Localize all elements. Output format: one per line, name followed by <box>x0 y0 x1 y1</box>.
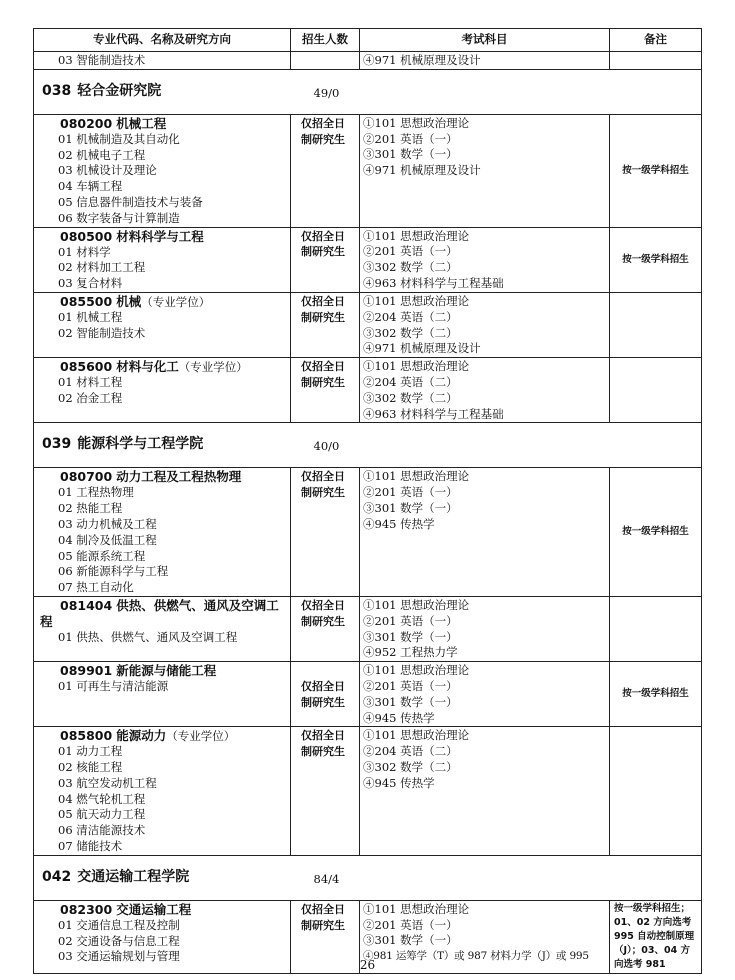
direction-item: 01 工程热物理 <box>58 485 134 500</box>
note-cell <box>610 292 702 357</box>
exam-item: ①101 思想政治理论 <box>363 293 470 308</box>
program-title <box>40 294 286 310</box>
program-subtitle: （专业学位） <box>141 294 211 309</box>
table-row <box>34 662 702 727</box>
quota-line: 仅招全日 <box>301 679 345 693</box>
direction-item: 01 可再生与清洁能源 <box>58 679 169 694</box>
exam-item: ②201 英语（一） <box>363 485 458 500</box>
school-total: 49/0 <box>313 85 340 100</box>
table-row <box>34 727 702 856</box>
quota-line: 制研究生 <box>301 132 345 146</box>
school-row <box>34 855 702 900</box>
exam-cell <box>360 227 610 292</box>
program-cell <box>34 468 291 597</box>
school-code: 039 <box>42 436 72 453</box>
exam-cell <box>360 662 610 727</box>
exam-item: ④981 运筹学（T）或 987 材料力学（J）或 995 <box>363 950 589 963</box>
direction-item: 02 机械电子工程 <box>58 147 146 162</box>
quota-cell <box>291 727 360 856</box>
school-name: 能源科学与工程学院 <box>77 436 204 453</box>
table-row <box>34 227 702 292</box>
program-cell <box>34 292 291 357</box>
program-name: 动力工程及工程热物理 <box>116 469 242 485</box>
quota-line: 仅招全日 <box>301 116 345 130</box>
program-cell <box>34 358 291 423</box>
program-name: 机械 <box>116 293 142 309</box>
direction-item: 01 材料学 <box>58 244 111 259</box>
school-heading <box>34 423 702 468</box>
exam-item: ④945 传热学 <box>363 775 435 790</box>
quota-line: 仅招全日 <box>301 229 345 243</box>
school-heading <box>34 69 702 114</box>
program-code: 080700 <box>60 469 113 485</box>
quota-cell <box>291 468 360 597</box>
direction-item: 03 航空发动机工程 <box>58 775 157 790</box>
direction-item: 02 热能工程 <box>58 501 123 516</box>
header-exam: 考试科目 <box>360 29 610 52</box>
program-cell <box>34 227 291 292</box>
exam-item: ③301 数学（一） <box>363 629 458 644</box>
exam-item: ②201 英语（一） <box>363 678 458 693</box>
exam-item: ③301 数学（一） <box>363 694 458 709</box>
exam-item: ③301 数学（一） <box>363 147 458 162</box>
table-row <box>34 52 702 70</box>
exam-item: ③302 数学（二） <box>363 260 458 275</box>
program-title <box>40 598 286 630</box>
direction-item: 02 交通设备与信息工程 <box>58 933 180 948</box>
direction-item: 02 智能制造技术 <box>58 325 146 340</box>
table-row <box>34 292 702 357</box>
quota-line: 仅招全日 <box>301 360 345 374</box>
direction-item: 07 热工自动化 <box>58 580 134 595</box>
direction-item: 05 航天动力工程 <box>58 807 146 822</box>
quota-line: 仅招全日 <box>301 598 345 612</box>
exam-cell <box>360 358 610 423</box>
direction-item: 02 材料加工工程 <box>58 260 146 275</box>
direction-item: 06 新能源科学与工程 <box>58 564 169 579</box>
exam-cell <box>360 468 610 597</box>
table-row <box>34 114 702 227</box>
direction-item: 04 制冷及低温工程 <box>58 532 157 547</box>
quota-line: 仅招全日 <box>301 729 345 743</box>
program-title <box>40 728 286 744</box>
exam-item: ②204 英语（二） <box>363 374 458 389</box>
program-code: 085800 <box>60 728 113 744</box>
direction-item: 01 机械工程 <box>58 309 123 324</box>
exam-item: ④971 机械原理及设计 <box>363 163 481 178</box>
exam-cell <box>360 114 610 227</box>
exam-item: ①101 思想政治理论 <box>363 663 470 678</box>
direction-item: 04 车辆工程 <box>58 179 123 194</box>
school-row <box>34 69 702 114</box>
table-row <box>34 358 702 423</box>
direction-item: 01 供热、供燃气、通风及空调工程 <box>58 629 238 644</box>
quota-line: 制研究生 <box>301 245 345 259</box>
exam-cell <box>360 52 610 70</box>
quota-line: 仅招全日 <box>301 470 345 484</box>
quota-line: 仅招全日 <box>301 902 345 916</box>
admissions-table <box>33 28 702 974</box>
program-title <box>40 116 286 132</box>
quota-cell <box>291 358 360 423</box>
exam-item: ②201 英语（一） <box>363 131 458 146</box>
program-cell <box>34 596 291 661</box>
quota-cell <box>291 292 360 357</box>
note-cell <box>610 358 702 423</box>
program-name: 供热、供燃气、通风及空调工程 <box>40 597 279 629</box>
header-program: 专业代码、名称及研究方向 <box>34 29 291 52</box>
school-total: 40/0 <box>313 439 340 454</box>
quota-cell <box>291 114 360 227</box>
program-cell <box>34 52 291 70</box>
quota-cell <box>291 596 360 661</box>
header-quota: 招生人数 <box>291 29 360 52</box>
note-cell: 按一级学科招生 <box>610 662 702 727</box>
direction-item: 03 复合材料 <box>58 276 123 291</box>
program-name: 材料与化工 <box>116 359 179 375</box>
exam-item: ③302 数学（二） <box>363 390 458 405</box>
direction-item: 05 能源系统工程 <box>58 548 146 563</box>
program-cell <box>34 662 291 727</box>
exam-cell <box>360 727 610 856</box>
program-code: 080200 <box>60 115 113 131</box>
page-number: 26 <box>359 958 376 972</box>
note-cell <box>610 727 702 856</box>
note-cell: 按一级学科招生 <box>610 114 702 227</box>
quota-cell <box>291 227 360 292</box>
quota-line: 制研究生 <box>301 375 345 389</box>
school-name: 交通运输工程学院 <box>77 868 190 885</box>
quota-line: 制研究生 <box>301 614 345 628</box>
quota-line: 制研究生 <box>301 918 345 932</box>
header-note: 备注 <box>610 29 702 52</box>
exam-item: ①101 思想政治理论 <box>363 115 470 130</box>
quota-line: 仅招全日 <box>301 294 345 308</box>
exam-item: ③301 数学（一） <box>363 500 458 515</box>
direction-item: 01 交通信息工程及控制 <box>58 917 180 932</box>
exam-item: ④963 材料科学与工程基础 <box>363 406 504 421</box>
note-cell: 按一级学科招生；01、02 方向选考 995 自动控制原理（J）；03、04 方向选考 981 <box>610 900 702 973</box>
program-subtitle: （专业学位） <box>178 360 248 375</box>
table-row <box>34 596 702 661</box>
direction-item: 01 动力工程 <box>58 744 123 759</box>
school-row <box>34 423 702 468</box>
quota-line: 制研究生 <box>301 486 345 500</box>
quota-cell <box>291 662 360 727</box>
exam-item: ③302 数学（二） <box>363 325 458 340</box>
program-name: 能源动力 <box>116 728 167 744</box>
exam-item: ②204 英语（二） <box>363 744 458 759</box>
quota-cell <box>291 52 360 70</box>
exam-item: ①101 思想政治理论 <box>363 901 470 916</box>
note-cell: 按一级学科招生 <box>610 227 702 292</box>
program-cell <box>34 727 291 856</box>
direction-item: 06 数字装备与计算制造 <box>58 210 180 225</box>
exam-item: ①101 思想政治理论 <box>363 228 470 243</box>
school-total: 84/4 <box>313 871 340 886</box>
exam-item: ②201 英语（一） <box>363 244 458 259</box>
program-title <box>40 663 286 679</box>
program-name: 材料科学与工程 <box>116 228 204 244</box>
program-title <box>40 902 286 918</box>
program-code: 082300 <box>60 901 113 917</box>
program-code: 081404 <box>60 597 113 613</box>
exam-item: ④971 机械原理及设计 <box>363 53 481 67</box>
exam-item: ④945 传热学 <box>363 516 435 531</box>
note-cell: 按一级学科招生 <box>610 468 702 597</box>
note-cell <box>610 596 702 661</box>
exam-item: ①101 思想政治理论 <box>363 359 470 374</box>
exam-item: ②201 英语（一） <box>363 613 458 628</box>
program-name: 新能源与储能工程 <box>116 663 217 679</box>
table-header-row <box>34 29 702 52</box>
program-cell <box>34 114 291 227</box>
quota-line: 制研究生 <box>301 310 345 324</box>
school-name: 轻合金研究院 <box>77 82 162 99</box>
program-code: 085600 <box>60 359 113 375</box>
direction-item: 07 储能技术 <box>58 839 123 854</box>
direction-item: 01 材料工程 <box>58 375 123 390</box>
program-title <box>40 469 286 485</box>
direction-item: 04 燃气轮机工程 <box>58 791 146 806</box>
exam-item: ②201 英语（一） <box>363 917 458 932</box>
quota-line: 制研究生 <box>301 695 345 709</box>
school-code: 042 <box>42 868 72 885</box>
note-cell <box>610 52 702 70</box>
direction-item: 06 清洁能源技术 <box>58 823 146 838</box>
direction-item: 01 机械制造及其自动化 <box>58 131 180 146</box>
program-subtitle: （专业学位） <box>166 729 236 744</box>
exam-item: ①101 思想政治理论 <box>363 469 470 484</box>
program-code: 085500 <box>60 293 113 309</box>
direction-item: 02 核能工程 <box>58 760 123 775</box>
exam-item: ③302 数学（二） <box>363 759 458 774</box>
direction-item: 05 信息器件制造技术与装备 <box>58 194 203 209</box>
exam-cell <box>360 292 610 357</box>
exam-item: ④945 传热学 <box>363 710 435 725</box>
exam-item: ②204 英语（二） <box>363 309 458 324</box>
program-code: 080500 <box>60 228 113 244</box>
direction-item: 03 动力机械及工程 <box>58 516 157 531</box>
program-title <box>40 229 286 245</box>
school-heading <box>34 855 702 900</box>
exam-item: ④963 材料科学与工程基础 <box>363 275 504 290</box>
direction-item: 03 机械设计及理论 <box>58 163 157 178</box>
exam-cell <box>360 596 610 661</box>
direction-item: 03 智能制造技术 <box>58 53 146 67</box>
exam-item: ①101 思想政治理论 <box>363 597 470 612</box>
exam-item: ④952 工程热力学 <box>363 645 458 660</box>
program-title <box>40 359 286 375</box>
exam-item: ④971 机械原理及设计 <box>363 341 481 356</box>
quota-line: 制研究生 <box>301 745 345 759</box>
program-code: 089901 <box>60 663 113 679</box>
program-name: 机械工程 <box>116 115 167 131</box>
table-row <box>34 468 702 597</box>
direction-item: 02 冶金工程 <box>58 390 123 405</box>
exam-item: ③301 数学（一） <box>363 933 458 948</box>
school-code: 038 <box>42 82 72 99</box>
exam-item: ①101 思想政治理论 <box>363 728 470 743</box>
direction-item: 03 交通运输规划与管理 <box>58 949 180 964</box>
program-name: 交通运输工程 <box>116 901 192 917</box>
